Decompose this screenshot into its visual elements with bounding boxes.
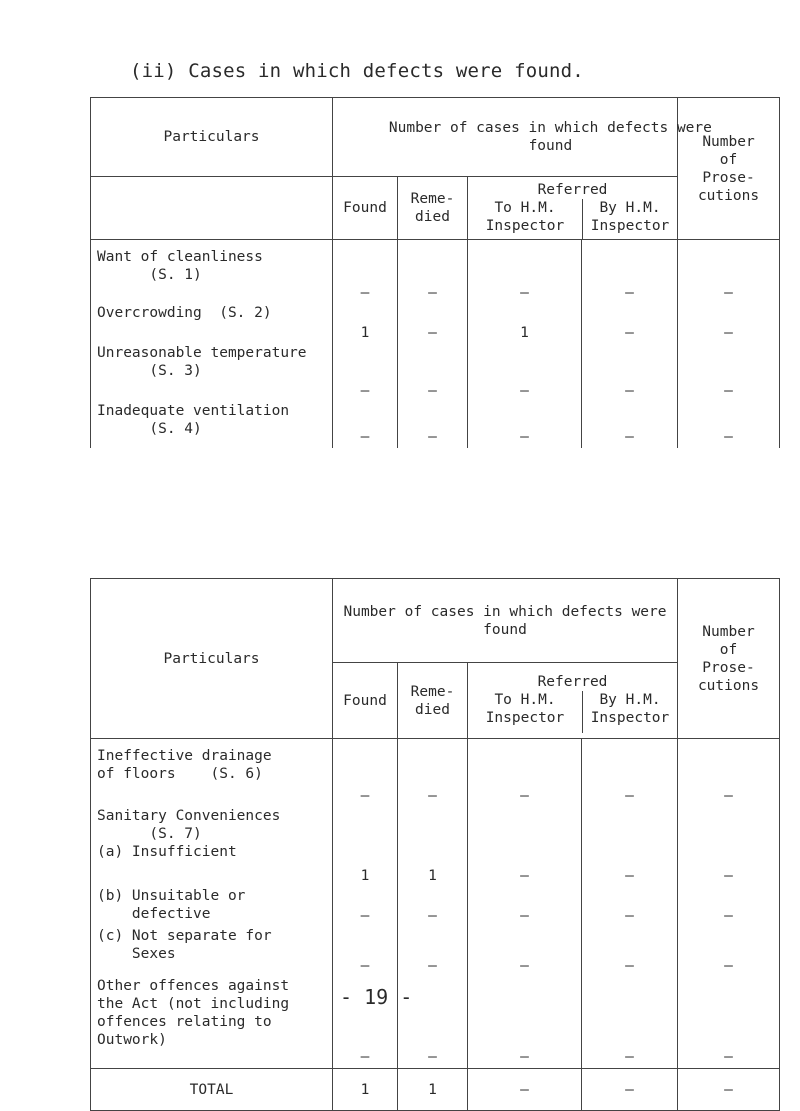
row-label: Inadequate ventilation (S. 4): [91, 402, 333, 448]
header-number-of-cases-2: [333, 579, 678, 663]
table-row: [91, 304, 780, 344]
row-label: Want of cleanliness (S. 1): [91, 240, 333, 304]
cell-by-hm: –: [582, 739, 678, 807]
header-referred-group-2: [468, 663, 678, 739]
page-number: - 19 -: [340, 985, 413, 1009]
header-number-of-cases-text-2: Number of cases in which defects were found: [343, 603, 667, 638]
total-row: [91, 1069, 780, 1111]
row-label: (b) Unsuitable or defective: [91, 887, 333, 927]
cell-prosecutions: –: [678, 739, 780, 807]
header-prosecutions: Number of Prose- cutions: [678, 98, 780, 240]
cell-to-hm: –: [468, 739, 582, 807]
cell-remedied: 1: [398, 807, 468, 887]
table-row: [91, 344, 780, 402]
defects-table-2: [90, 578, 780, 1111]
cell-to-hm: –: [468, 344, 582, 402]
cell-found: –: [333, 240, 398, 304]
cell-remedied: –: [398, 240, 468, 304]
header-to-hm-2: To H.M. Inspector: [468, 691, 583, 733]
header-found: Found: [333, 177, 398, 240]
cell-by-hm: –: [582, 402, 678, 448]
cell-prosecutions: –: [678, 927, 780, 977]
header-found-2: Found: [333, 663, 398, 739]
row-label: Unreasonable temperature (S. 3): [91, 344, 333, 402]
cell-to-hm: –: [468, 977, 582, 1069]
header-prosecutions-2: Number of Prose- cutions: [678, 579, 780, 739]
row-label: (c) Not separate for Sexes: [91, 927, 333, 977]
cell-by-hm: –: [582, 344, 678, 402]
table-row: [91, 807, 780, 887]
cell-found: –: [333, 344, 398, 402]
table-row: [91, 887, 780, 927]
header-particulars-spacer: [91, 177, 333, 240]
cell-by-hm: –: [582, 927, 678, 977]
header-by-hm: By H.M. Inspector: [590, 200, 670, 234]
cell-by-hm: –: [582, 304, 678, 344]
cell-remedied: –: [398, 344, 468, 402]
header-referred-group: [468, 177, 678, 240]
cell-found: 1: [333, 304, 398, 344]
header-number-of-cases: [333, 98, 712, 177]
page-heading: (ii) Cases in which defects were found.: [130, 60, 584, 82]
cell-remedied: –: [398, 739, 468, 807]
row-label: Overcrowding (S. 2): [91, 304, 333, 344]
header-particulars: Particulars: [91, 98, 333, 177]
table-row: [91, 977, 780, 1069]
header-referred: Referred: [537, 182, 608, 198]
cell-prosecutions: –: [678, 402, 780, 448]
total-by-hm: –: [582, 1069, 678, 1111]
total-prosecutions: –: [678, 1069, 780, 1111]
cell-found: 1: [333, 807, 398, 887]
total-found: 1: [333, 1069, 398, 1111]
cell-prosecutions: –: [678, 807, 780, 887]
cell-found: –: [333, 739, 398, 807]
total-remedied: 1: [398, 1069, 468, 1111]
row-label: Sanitary Conveniences (S. 7) (a) Insufficient: [91, 807, 333, 887]
cell-to-hm: –: [468, 240, 582, 304]
cell-found: –: [333, 887, 398, 927]
header-to-hm: To H.M. Inspector: [468, 199, 583, 239]
cell-remedied: –: [398, 887, 468, 927]
cell-by-hm: –: [582, 807, 678, 887]
header-referred-2: Referred: [537, 673, 608, 690]
table-row: [91, 402, 780, 448]
header-remedied-2: Reme- died: [398, 663, 468, 739]
cell-by-hm: –: [582, 240, 678, 304]
row-label: Ineffective drainage of floors (S. 6): [91, 739, 333, 807]
cell-by-hm: –: [582, 977, 678, 1069]
cell-found: –: [333, 977, 398, 1069]
cell-remedied: –: [398, 402, 468, 448]
defects-table-1: [90, 97, 780, 448]
cell-to-hm: –: [468, 402, 582, 448]
header-by-hm-2: By H.M. Inspector: [590, 691, 670, 726]
cell-prosecutions: –: [678, 304, 780, 344]
cell-found: –: [333, 927, 398, 977]
total-label: TOTAL: [91, 1069, 333, 1111]
cell-prosecutions: –: [678, 887, 780, 927]
header-remedied: Reme- died: [398, 177, 468, 240]
cell-to-hm: 1: [468, 304, 582, 344]
cell-prosecutions: –: [678, 344, 780, 402]
table-row: [91, 927, 780, 977]
total-to-hm: –: [468, 1069, 582, 1111]
table-row: [91, 240, 780, 304]
cell-by-hm: –: [582, 887, 678, 927]
cell-to-hm: –: [468, 927, 582, 977]
cell-prosecutions: –: [678, 977, 780, 1069]
cell-remedied: –: [398, 304, 468, 344]
header-number-of-cases-text: Number of cases in which defects were found: [388, 120, 712, 154]
header-particulars-2: Particulars: [91, 579, 333, 739]
table-row: [91, 739, 780, 807]
row-label: Other offences against the Act (not including offences relating to Outwork): [91, 977, 333, 1069]
cell-to-hm: –: [468, 807, 582, 887]
cell-remedied: –: [398, 977, 468, 1069]
cell-remedied: –: [398, 927, 468, 977]
cell-to-hm: –: [468, 887, 582, 927]
cell-prosecutions: –: [678, 240, 780, 304]
cell-found: –: [333, 402, 398, 448]
